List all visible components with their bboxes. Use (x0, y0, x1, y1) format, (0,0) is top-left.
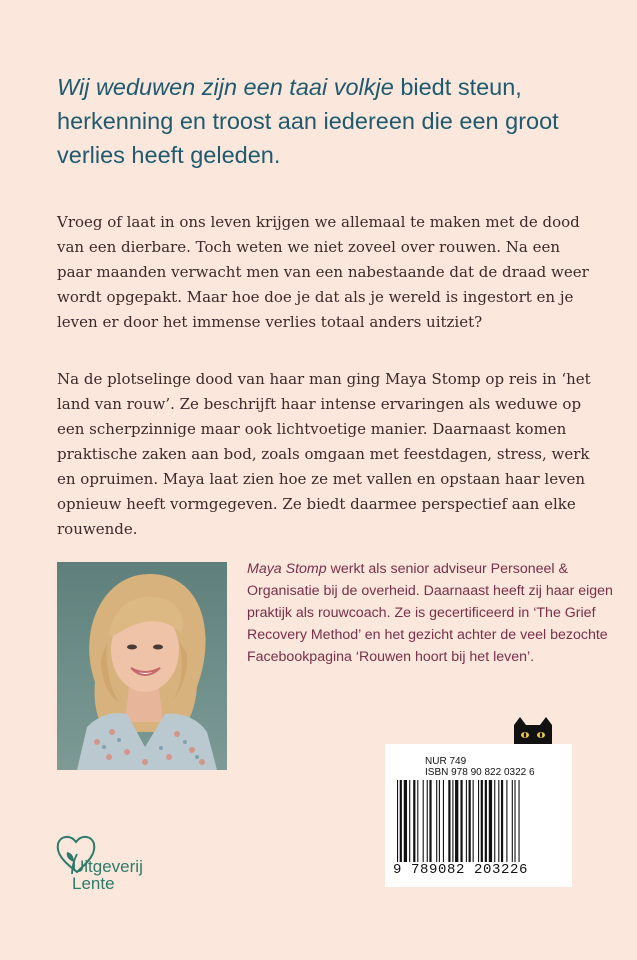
publisher-name-line1: Uitgeverij (72, 857, 143, 876)
barcode-bars (397, 780, 562, 862)
author-bio-text: werkt als senior adviseur Personeel & Organisatie bij de overheid. Daarnaast heeft zij haar eigen praktijk als rouwcoach. Ze is gecertificeerd in ‘The Grief Recovery Method’ en het gezicht achter de veel bezochte Facebookpagina ‘Rouwen hoort bij het leven’. (247, 561, 613, 665)
ean-digits: 9 789082 203226 (393, 862, 529, 878)
isbn-number: ISBN 978 90 822 0322 6 (425, 767, 535, 778)
publisher-name-line2: Lente (72, 874, 115, 893)
blurb-paragraph-2: Na de plotselinge dood van haar man ging Maya Stomp op reis in ‘het land van rouw’. Ze beschrijft haar intense ervaringen als weduwe op een scherpzinnige maar ook lichtvoetige manier. Daarnaast komen praktische zaken aan bod, zoals omgaan met feestdagen, stress, werk en opruimen. Maya laat zien hoe ze met vallen en opstaan haar leven opnieuw heeft vormgegeven. Ze biedt daarmee perspectief aan elke rouwende. (57, 370, 591, 538)
book-title: Wij weduwen zijn een taai volkje (57, 74, 394, 100)
publisher-logo (54, 832, 194, 892)
barcode-label (385, 744, 572, 887)
tagline-rest: biedt steun, herkenning en troost aan iedereen die een groot verlies heeft geleden. (57, 74, 559, 168)
author-photo (57, 562, 227, 770)
nur-code: NUR 749 (425, 756, 467, 767)
author-bio (247, 558, 627, 668)
publisher-name (72, 858, 143, 892)
blurb-paragraph-1: Vroeg of laat in ons leven krijgen we allemaal te maken met de dood van een dierbare. Toch weten we niet zoveel over rouwen. Na een paar maanden verwacht men van een nabestaande dat de draad weer wordt opgepakt. Maar hoe doe je dat als je wereld is ingestort en je leven er door het immense verlies totaal anders uitziet? (57, 213, 589, 331)
author-portrait-illustration (57, 562, 227, 770)
author-name: Maya Stomp (247, 561, 327, 577)
tagline (57, 70, 617, 172)
